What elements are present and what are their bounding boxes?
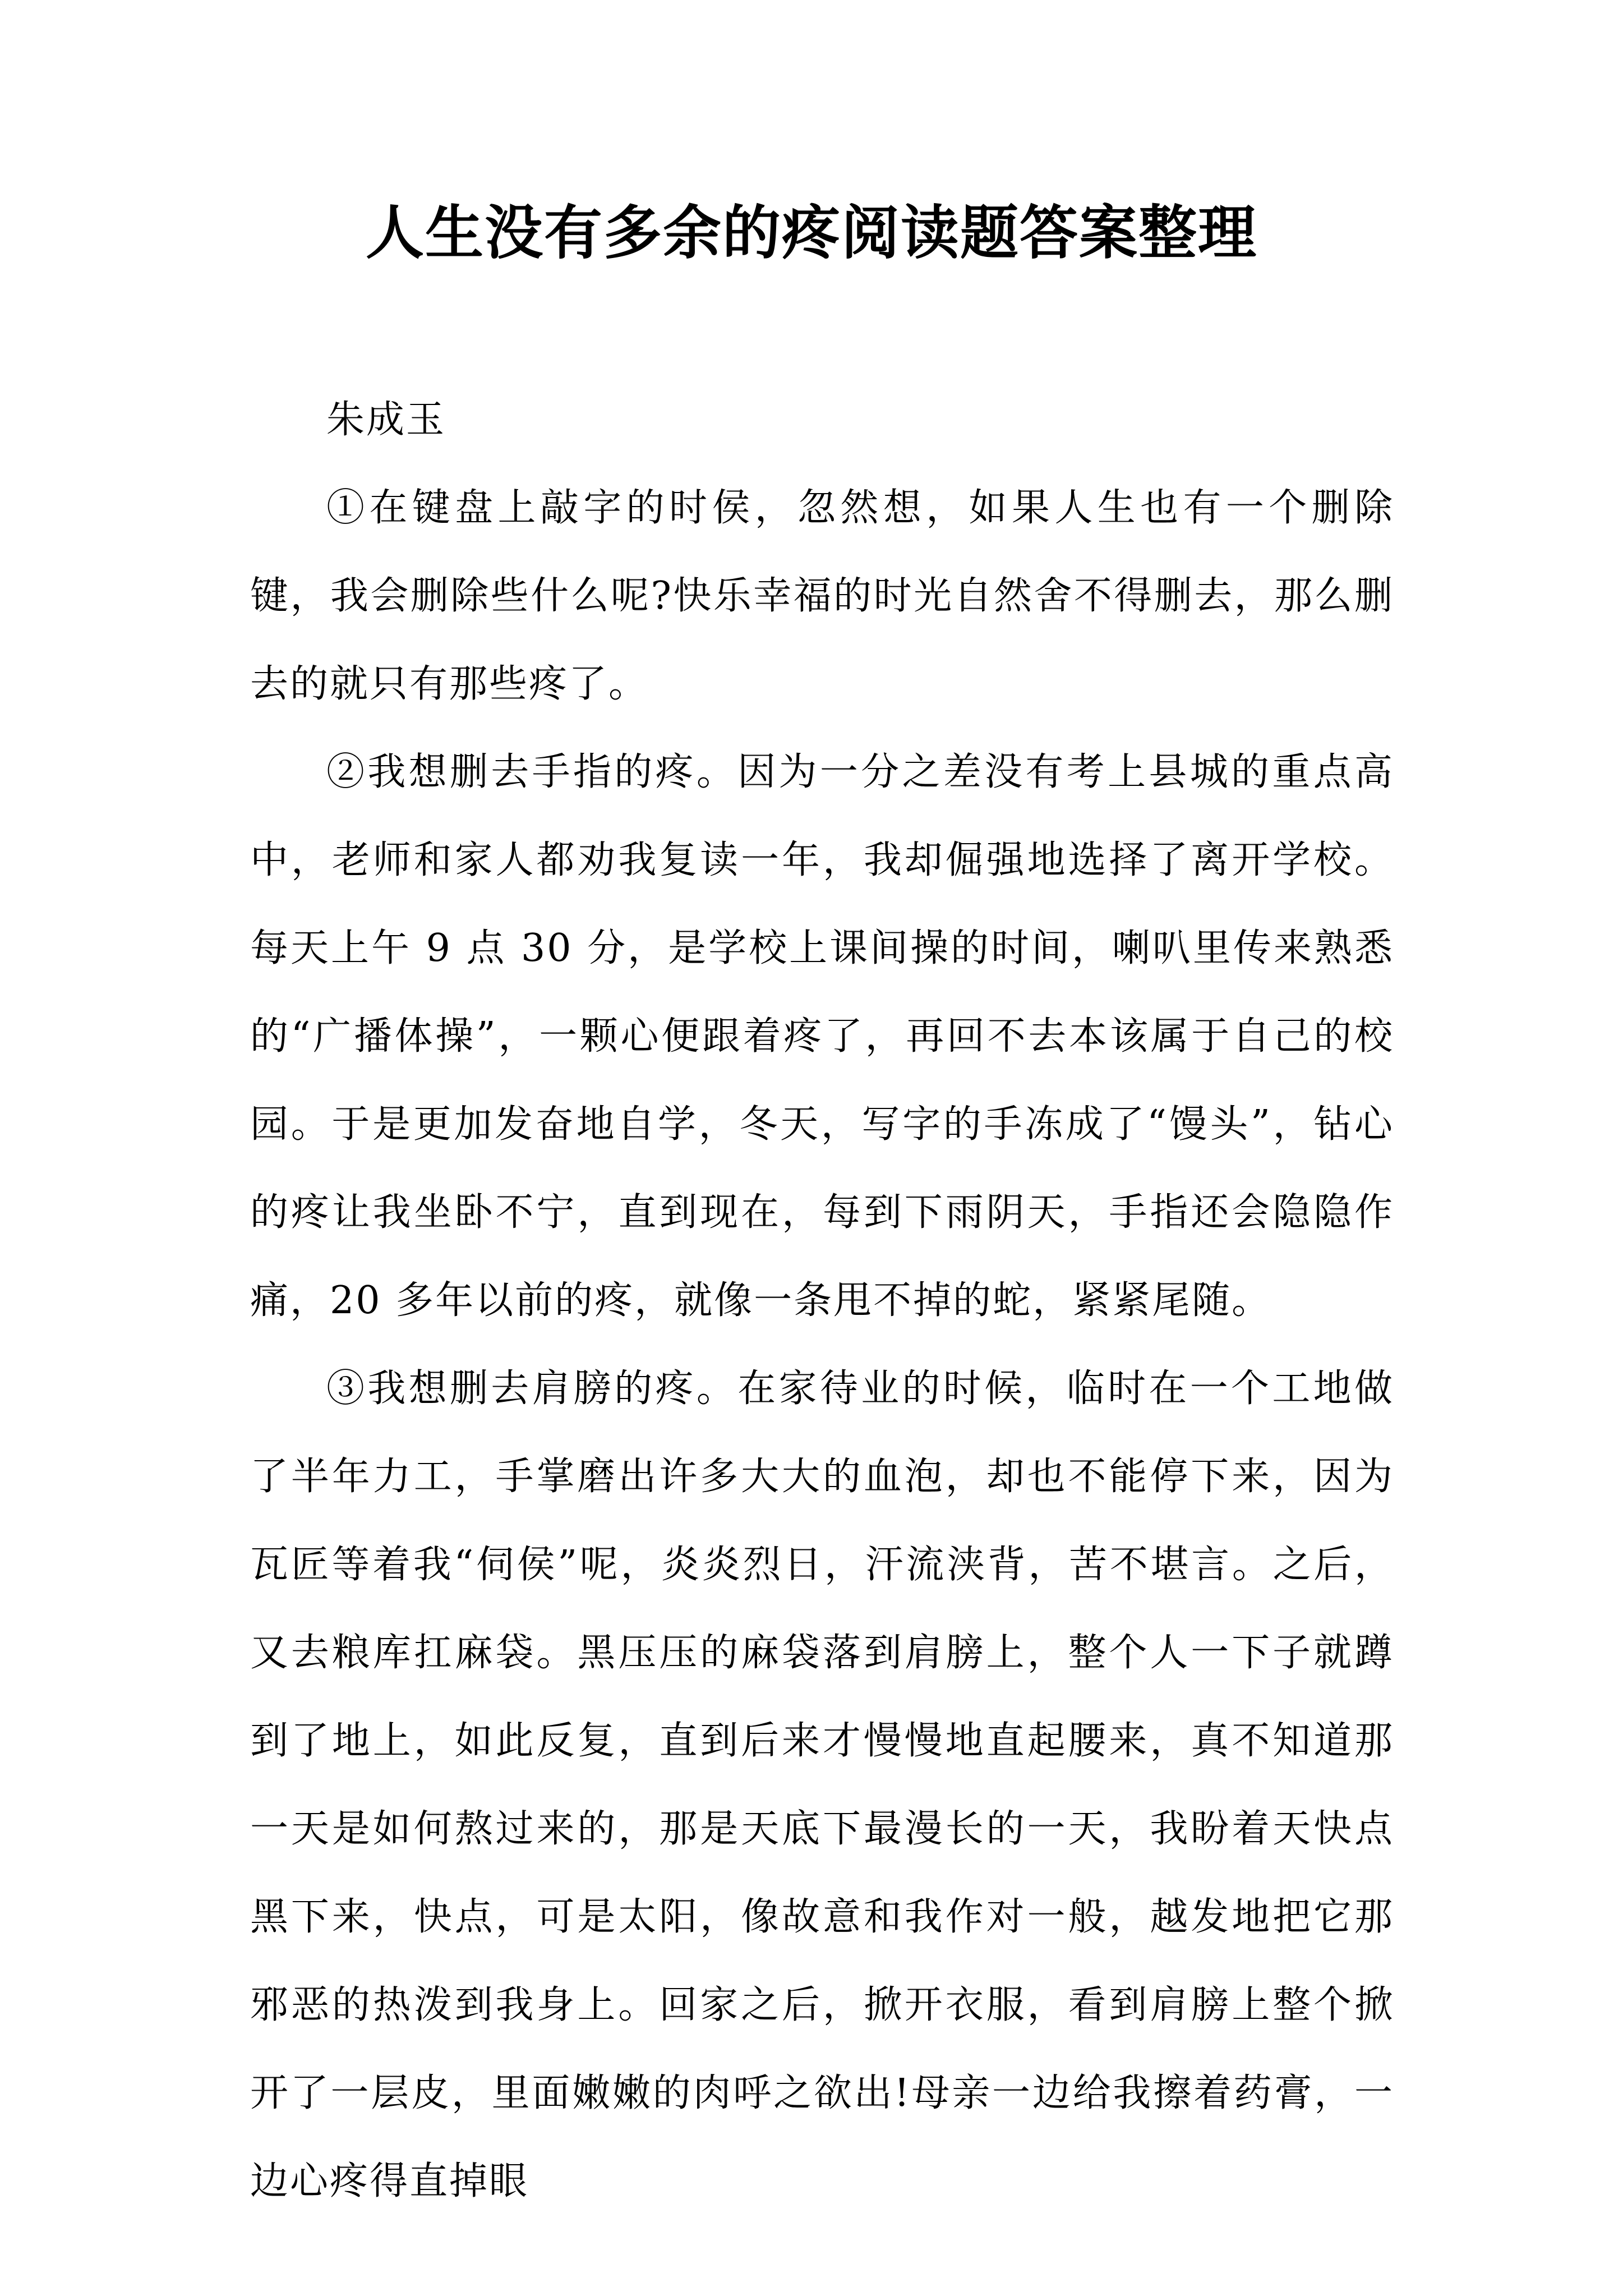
document-body [250, 376, 1394, 2225]
author-line: 朱成玉 [326, 398, 446, 442]
paragraph-1: ①在键盘上敲字的时侯，忽然想，如果人生也有一个删除键，我会删除些什么呢?快乐幸福的时光自然舍不得删去，那么删去的就只有那些疼了。 [250, 486, 1394, 706]
paragraph-2: ②我想删去手指的疼。因为一分之差没有考上县城的重点高中，老师和家人都劝我复读一年，我却倔强地选择了离开学校。每天上午 9 点 30 分，是学校上课间操的时间，喇叭里传来熟悉的“广播体操”，一颗心便跟着疼了，再回不去本该属于自己的校园。于是更加发奋地自学，冬天，写字的手冻成了“馒头”，钻心的疼让我坐卧不宁，直到现在，每到下雨阴天，手指还会隐隐作痛，20 多年以前的疼，就像一条甩不掉的蛇，紧紧尾随。 [250, 750, 1394, 1323]
document-title: 人生没有多余的疼阅读题答案整理 [365, 199, 1257, 267]
paragraph-3: ③我想删去肩膀的疼。在家待业的时候，临时在一个工地做了半年力工，手掌磨出许多大大的血泡，却也不能停下来，因为瓦匠等着我“伺侯”呢，炎炎烈日，汗流浃背，苦不堪言。之后，又去粮库扛麻袋。黑压压的麻袋落到肩膀上，整个人一下子就蹲到了地上，如此反复，直到后来才慢慢地直起腰来，真不知道那一天是如何熬过来的，那是天底下最漫长的一天，我盼着天快点黑下来，快点，可是太阳，像故意和我作对一般，越发地把它那邪恶的热泼到我身上。回家之后，掀开衣服，看到肩膀上整个掀开了一层皮，里面嫩嫩的肉呼之欲出!母亲一边给我擦着药膏，一边心疼得直掉眼 [250, 1366, 1394, 2203]
